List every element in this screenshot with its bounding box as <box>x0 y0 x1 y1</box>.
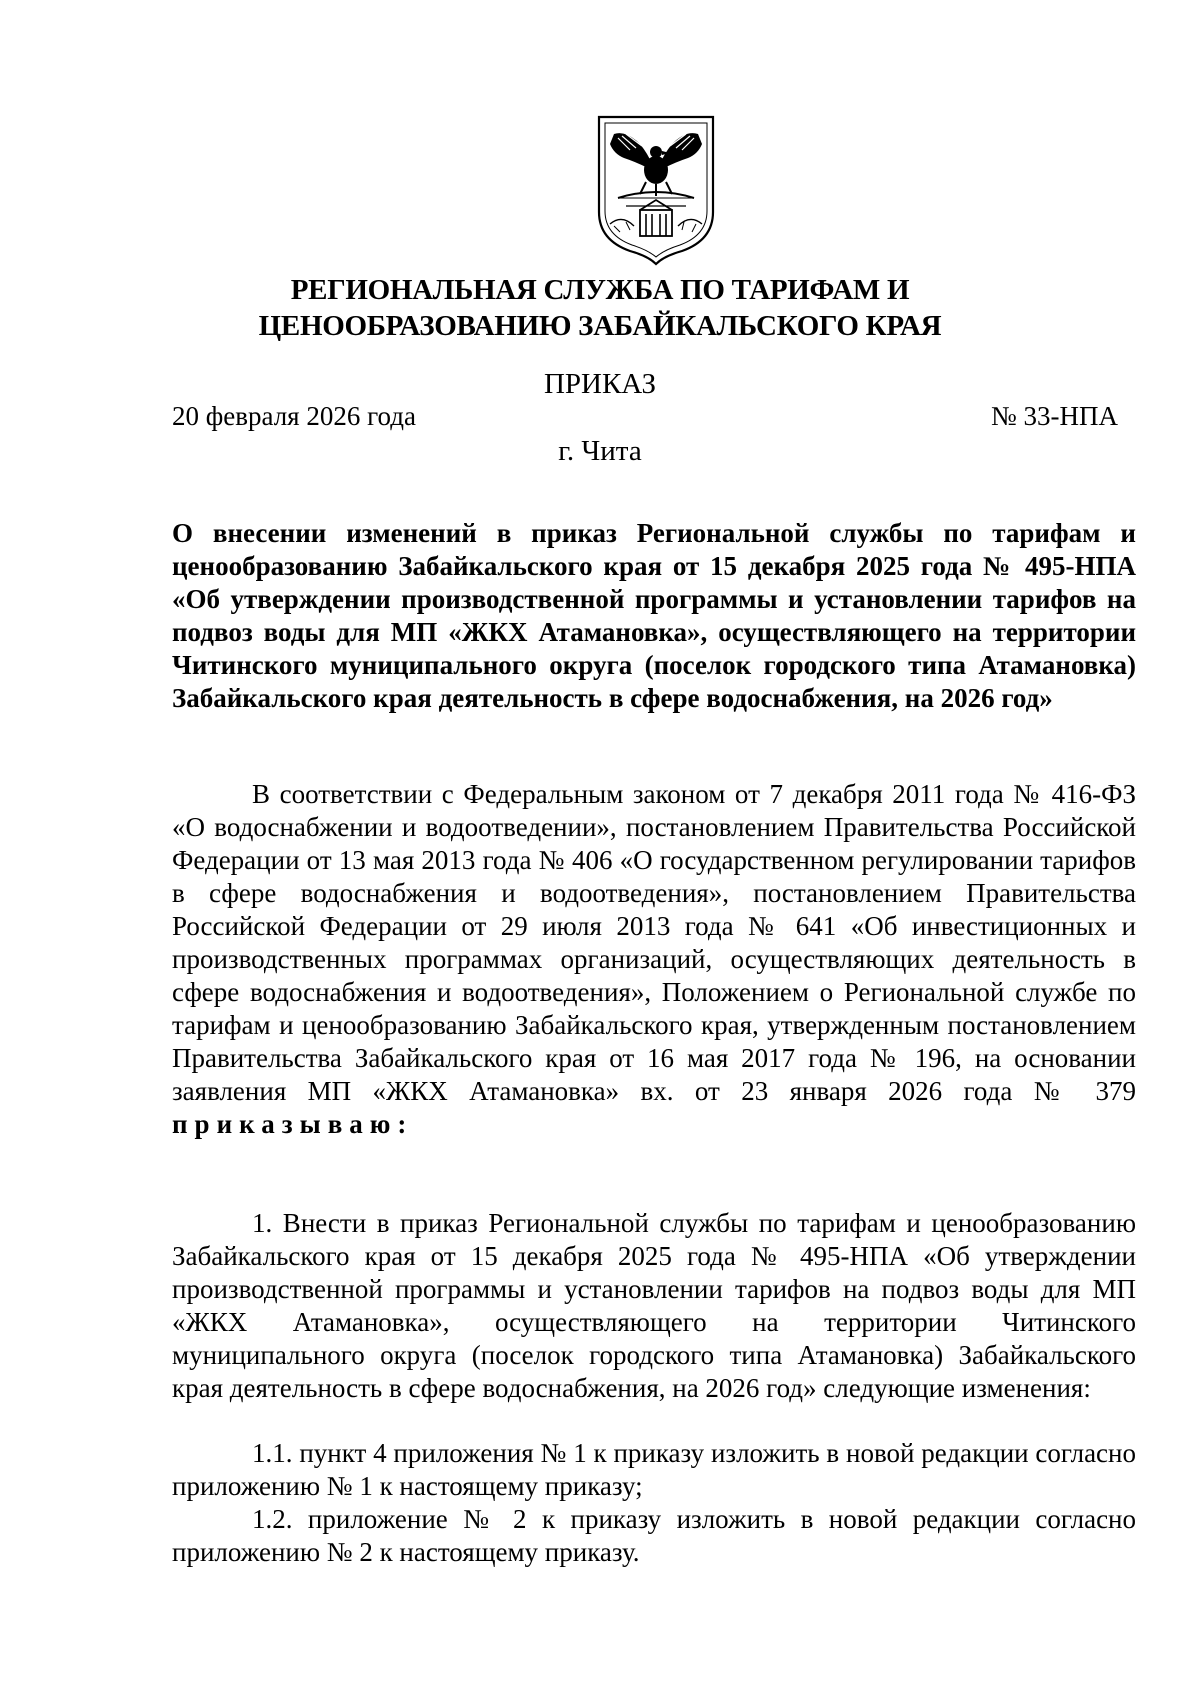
document-city: г. Чита <box>558 435 642 467</box>
document-date: 20 февраля 2026 года <box>172 401 416 431</box>
preamble-text: В соответствии с Федеральным законом от 7 декабря 2011 года № 416-ФЗ «О водоснабжении и водоотведении», постановлением Правительства Российской Федерации от 13 мая 2013 года № 406 «О государственном регулировании тарифов в сфере водоснабжения и водоотведения», постановлением Правительства Российской Федерации от 29 июля 2013 года № 641 «Об инвестиционных и производственных программах организаций, осуществляющих деятельность в сфере водоснабжения и водоотведения», Положением о Региональной службе по тарифам и ценообразованию Забайкальского края, утвержденным постановлением Правительства Забайкальского края от 16 мая 2017 года № 196, на основании заявления МП «ЖКХ Атамановка» вх. от 23 января 2026 года № 379 <box>172 779 1136 1106</box>
document-subject: О внесении изменений в приказ Региональной службы по тарифам и ценообразованию Забайкальского края от 15 декабря 2025 года № 495-НПА «Об утверждении производственной программы и установлении тарифов на подвоз воды для МП «ЖКХ Атамановка», осуществляющего на территории Читинского муниципального округа (поселок городского типа Атамановка) Забайкальского края деятельность в сфере водоснабжения, на 2026 год» <box>172 518 1136 713</box>
document-number: № 33-НПА <box>991 401 1118 431</box>
item-1-2-paragraph: 1.2. приложение № 2 к приказу изложить в новой редакции согласно приложению № 2 к настоящему приказу. <box>172 1504 1136 1567</box>
document-type: ПРИКАЗ <box>543 368 657 400</box>
preamble-paragraph <box>172 778 1136 1141</box>
coat-of-arms-icon <box>596 114 716 266</box>
organization-title: РЕГИОНАЛЬНАЯ СЛУЖБА ПО ТАРИФАМ И ЦЕНООБРАЗОВАНИЮ ЗАБАЙКАЛЬСКОГО КРАЯ <box>258 274 942 342</box>
item-1-paragraph: 1. Внести в приказ Региональной службы по тарифам и ценообразованию Забайкальского края от 15 декабря 2025 года № 495-НПА «Об утверждении производственной программы и установлении тарифов на подвоз воды для МП «ЖКХ Атамановка», осуществляющего на территории Читинского муниципального округа (поселок городского типа Атамановка) Забайкальского края деятельность в сфере водоснабжения, на 2026 год» следующие изменения: <box>172 1208 1136 1403</box>
item-1-1-paragraph: 1.1. пункт 4 приложения № 1 к приказу изложить в новой редакции согласно приложению № 1 к настоящему приказу; <box>172 1438 1136 1501</box>
order-word: приказываю: <box>172 1109 414 1139</box>
